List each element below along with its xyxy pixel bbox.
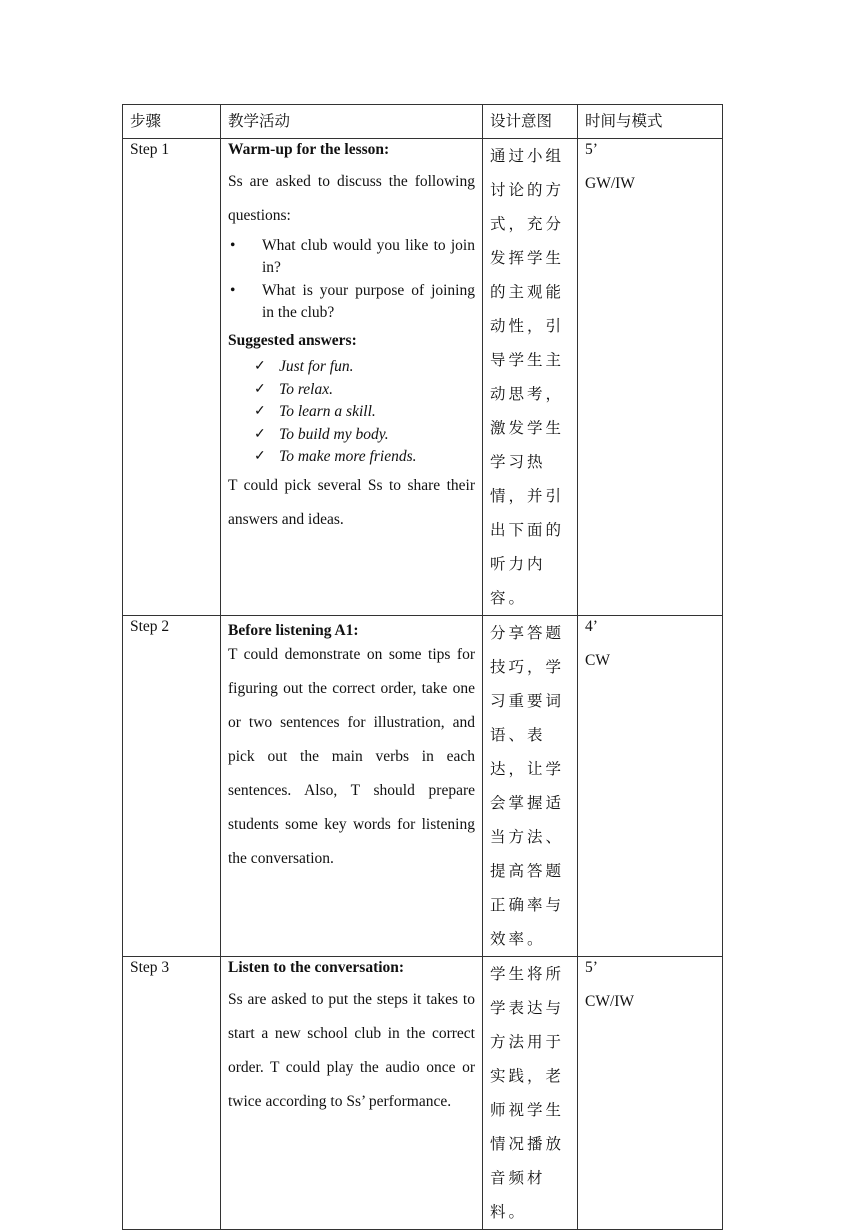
list-item [228, 356, 475, 379]
mode-value: CW [585, 652, 610, 669]
answer-text: To relax. [279, 380, 333, 398]
activity-cell [221, 139, 483, 616]
list-item [228, 401, 475, 424]
header-intent: 设计意图 [483, 105, 578, 139]
checkmark-icon: ✓ [254, 381, 266, 397]
time-value: 4’ [585, 618, 598, 635]
answer-text: Just for fun. [279, 358, 354, 375]
question-list [228, 235, 475, 324]
list-item [228, 379, 475, 402]
header-time-mode: 时间与模式 [578, 105, 723, 139]
mode-value: CW/IW [585, 993, 635, 1010]
list-item [228, 424, 475, 447]
table-header-row [123, 105, 723, 139]
table-row-step-1 [123, 139, 723, 616]
list-item [228, 446, 475, 469]
list-item [228, 280, 475, 324]
design-intent: 学生将所学表达与方法用于实践，老师视学生情况播放音频材料。 [483, 957, 578, 1230]
step-label: Step 3 [123, 957, 221, 1230]
time-value: 5’ [585, 959, 598, 976]
checkmark-icon: ✓ [254, 359, 266, 374]
checkmark-icon: ✓ [254, 449, 266, 464]
bullet-icon: • [230, 237, 236, 254]
bullet-icon: • [230, 282, 236, 299]
activity-heading: Warm-up for the lesson: [228, 141, 390, 158]
answer-text: To learn a skill. [279, 403, 376, 420]
time-mode-cell [578, 957, 723, 1230]
activity-cell [221, 616, 483, 957]
answer-text: To make more friends. [279, 448, 417, 465]
activity-intro: Ss are asked to discuss the following questions: [228, 173, 475, 224]
activity-heading: Before listening A1: [228, 622, 359, 639]
activity-closing: T could pick several Ss to share their answers and ideas. [228, 476, 475, 528]
step-label: Step 2 [123, 616, 221, 957]
activity-heading: Listen to the conversation: [228, 959, 405, 976]
activity-cell [221, 957, 483, 1230]
header-activity: 教学活动 [221, 105, 483, 139]
table-row-step-2 [123, 616, 723, 957]
answer-list [228, 356, 475, 469]
step-label: Step 1 [123, 139, 221, 616]
time-value: 5’ [585, 141, 598, 158]
activity-body: Ss are asked to put the steps it takes to start a new school club in the correct order. T could play the audio once or twice according to Ss’ performance. [228, 991, 475, 1110]
mode-value: GW/IW [585, 175, 635, 192]
question-text: What club would you like to join in? [262, 237, 475, 276]
question-text: What is your purpose of joining in the club? [262, 282, 475, 321]
activity-body: T could demonstrate on some tips for figuring out the correct order, take one or two sentences for illustration, and pick out the main verbs in each sentences. Also, T should prepare students some key words for listening the conversation. [228, 646, 475, 867]
table-row-step-3 [123, 957, 723, 1230]
checkmark-icon: ✓ [254, 426, 266, 442]
list-item [228, 235, 475, 279]
suggested-answers-heading: Suggested answers: [228, 332, 357, 349]
lesson-plan-table [122, 104, 723, 1230]
answer-text: To build my body. [279, 425, 389, 443]
design-intent: 通过小组讨论的方式，充分发挥学生的主观能动性，引导学生主动思考，激发学生学习热情，并引出下面的听力内容。 [483, 139, 578, 616]
checkmark-icon: ✓ [254, 404, 266, 419]
header-step: 步骤 [123, 105, 221, 139]
time-mode-cell [578, 139, 723, 616]
time-mode-cell [578, 616, 723, 957]
design-intent: 分享答题技巧，学习重要词语、表达，让学会掌握适当方法、提高答题正确率与效率。 [483, 616, 578, 957]
